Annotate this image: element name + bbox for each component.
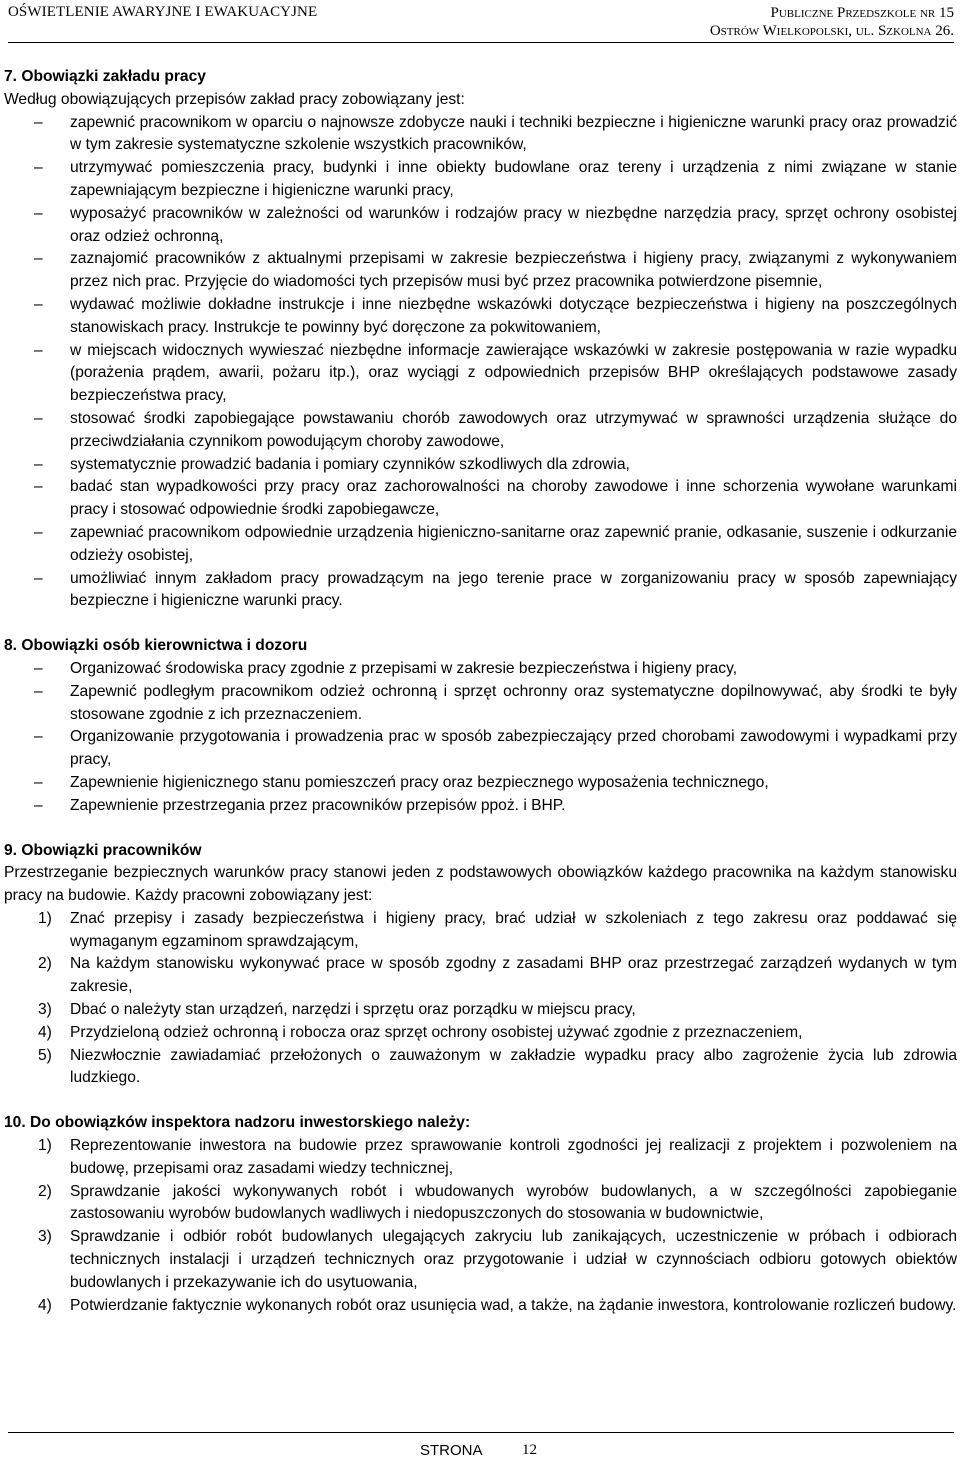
page-header xyxy=(8,0,954,43)
list-number: 3) xyxy=(38,1228,52,1246)
list-item: 1) Reprezentowanie inwestora na budowie przez sprawowanie kontroli zgodności jej realizacji z projektem i pozwoleniem na budowę, przepisami oraz zasadami wiedzy technicznej, xyxy=(38,1137,957,1177)
dash-bullet-icon: – xyxy=(34,569,43,587)
list-item: – zapewniać pracownikom odpowiednie urządzenia higieniczno-sanitarne oraz zapewnić pranie, odkasanie, suszenie i odkurzanie odzieży osobistej, xyxy=(34,523,957,564)
list-number: 1) xyxy=(38,1137,52,1155)
list-item: – zaznajomić pracowników z aktualnymi przepisami w zakresie bezpieczeństwa i higieny pracy, związanymi z wykonywaniem przez nich prac. Przyjęcie do wiadomości tych przepisów musi być przez pracownika potwierdzone pisemnie, xyxy=(34,250,957,291)
list-item: 5) Niezwłocznie zawiadamiać przełożonych o zauważonym w zakładzie wypadku pracy albo zagrożenie życia lub zdrowia ludzkiego. xyxy=(38,1046,957,1087)
dash-bullet-icon: – xyxy=(34,295,43,313)
section-10-heading: 10. Do obowiązków inspektora nadzoru inwestorskiego należy: xyxy=(4,1114,471,1132)
list-number: 4) xyxy=(38,1296,52,1314)
document-body xyxy=(4,66,957,1317)
list-item: 2) Sprawdzanie jakości wykonywanych robót i wbudowanych wyrobów budowlanych, a w szczególności zapobieganie zastosowaniu wyrobów budowlanych wadliwych i niedopuszczonych do stosowania w budownictwie, xyxy=(38,1182,957,1223)
dash-bullet-icon: – xyxy=(34,682,43,700)
dash-bullet-icon: – xyxy=(34,796,43,814)
list-item: – Zapewnić podległym pracownikom odzież ochronną i sprzęt ochronny oraz systematyczne dopilnowywać, aby środki te były stosowane zgodnie z ich przeznaczeniem. xyxy=(34,682,957,723)
page-label: STRONA xyxy=(420,1442,483,1459)
list-item: 4) Przydzieloną odzież ochronną i robocza oraz sprzęt ochrony osobistej używać zgodnie z przeznaczeniem, xyxy=(4,1022,957,1045)
dash-bullet-icon: – xyxy=(34,773,43,791)
footer-divider xyxy=(8,1432,954,1433)
list-item: 3) Sprawdzanie i odbiór robót budowlanych ulegających zakryciu lub zanikających, uczestniczenie w próbach i odbiorach technicznych instalacji i urządzeń technicznych oraz przygotowanie i udział w czynnościach odbioru gotowych obiektów budowlanych i przekazywanie ich do usytuowania, xyxy=(38,1228,957,1291)
dash-bullet-icon: – xyxy=(34,409,43,427)
list-item: – Zapewnienie higienicznego stanu pomieszczeń pracy oraz bezpiecznego wyposażenia technicznego, xyxy=(4,772,957,795)
dash-bullet-icon: – xyxy=(34,341,43,359)
list-number: 2) xyxy=(38,1182,52,1200)
list-item: – systematycznie prowadzić badania i pomiary czynników szkodliwych dla zdrowia, xyxy=(4,454,957,477)
list-number: 2) xyxy=(38,955,52,973)
list-item: – utrzymywać pomieszczenia pracy, budynki i inne obiekty budowlane oraz tereny i urządzenia z nimi związane w stanie zapewniającym bezpieczne i higieniczne warunki pracy, xyxy=(34,159,957,199)
section-7-intro: Według obowiązujących przepisów zakład pracy zobowiązany jest: xyxy=(4,90,465,108)
list-item: – badać stan wypadkowości przy pracy oraz zachorowalności na choroby zawodowe i inne schorzenia wywołane warunkami pracy i stosować odpowiednie środki zapobiegawcze, xyxy=(34,478,957,519)
section-8-heading: 8. Obowiązki osób kierownictwa i dozoru xyxy=(4,637,308,655)
list-item: 1) Znać przepisy i zasady bezpieczeństwa i higieny pracy, brać udział w szkoleniach z tego zakresu oraz poddawać się wymaganym egzaminom sprawdzającym, xyxy=(38,909,957,950)
list-item: 4) Potwierdzanie faktycznie wykonanych robót oraz usunięcia wad, a także, na żądanie inwestora, kontrolowanie rozliczeń budowy. xyxy=(4,1295,957,1318)
list-number: 3) xyxy=(38,1001,52,1019)
dash-bullet-icon: – xyxy=(34,659,43,677)
list-item: – stosować środki zapobiegające powstawaniu chorób zawodowych oraz utrzymywać w sprawności urządzenia służące do przeciwdziałania czynnikom powodującym choroby zawodowe, xyxy=(34,409,957,450)
dash-bullet-icon: – xyxy=(34,523,43,541)
dash-bullet-icon: – xyxy=(34,250,43,268)
dash-bullet-icon: – xyxy=(34,478,43,496)
dash-bullet-icon: – xyxy=(34,455,43,473)
list-item: – wyposażyć pracowników w zależności od warunków i rodzajów pracy w niezbędne narzędzia pracy, sprzęt ochrony osobistej oraz odzież ochronną, xyxy=(34,204,957,245)
list-item: – wydawać możliwie dokładne instrukcje i inne niezbędne wskazówki dotyczące bezpieczeństwa i higieny na poszczególnych stanowiskach pracy. Instrukcje te powinny być doręczone za pokwitowaniem, xyxy=(34,295,957,336)
dash-bullet-icon: – xyxy=(34,159,43,177)
list-item: – umożliwiać innym zakładom pracy prowadzącym na jego terenie prace w zorganizowaniu pracy w sposób zapewniający bezpieczne i higieniczne warunki pracy. xyxy=(34,569,957,610)
header-institution-address: Ostrów Wielkopolski, ul. Szkolna 26. xyxy=(709,23,954,39)
list-item: 2) Na każdym stanowisku wykonywać prace w sposób zgodny z zasadami BHP oraz przestrzegać zarządzeń wydanych w tym zakresie, xyxy=(38,955,957,996)
list-item: 3) Dbać o należyty stan urządzeń, narzędzi i sprzętu oraz porządku w miejscu pracy, xyxy=(4,999,957,1022)
header-institution xyxy=(710,4,954,40)
list-number: 1) xyxy=(38,909,52,927)
header-institution-name: Publiczne Przedszkole nr 15 xyxy=(770,5,954,21)
section-9-heading: 9. Obowiązki pracowników xyxy=(4,841,202,859)
section-7-heading: 7. Obowiązki zakładu pracy xyxy=(4,68,206,85)
section-7-list xyxy=(4,112,957,614)
list-item: – w miejscach widocznych wywieszać niezbędne informacje zawierające wskazówki w zakresie postępowania w razie wypadku (porażenia prądem, awarii, pożaru itp.), oraz wyciągi z odpowiednich przepisów BHP określających podstawowe zasady bezpieczeństwa pracy, xyxy=(34,341,957,405)
dash-bullet-icon: – xyxy=(34,728,43,746)
page-footer xyxy=(0,1432,960,1462)
section-9-list xyxy=(4,908,957,1090)
page-number: 12 xyxy=(522,1442,537,1458)
list-item: – Zapewnienie przestrzegania przez pracowników przepisów ppoż. i BHP. xyxy=(4,795,957,818)
list-item: – Organizować środowiska pracy zgodnie z przepisami w zakresie bezpieczeństwa i higieny pracy, xyxy=(4,658,957,681)
section-8-list xyxy=(4,658,957,818)
dash-bullet-icon: – xyxy=(34,113,43,131)
list-number: 4) xyxy=(38,1023,52,1041)
dash-bullet-icon: – xyxy=(34,204,43,222)
list-number: 5) xyxy=(38,1046,52,1064)
list-item: – zapewnić pracownikom w oparciu o najnowsze zdobycze nauki i techniki bezpieczne i higieniczne warunki pracy oraz prowadzić w tym zakresie systematyczne szkolenie wszystkich pracowników, xyxy=(34,113,957,154)
section-9-intro: Przestrzeganie bezpiecznych warunków pracy stanowi jeden z podstawowych obowiązków każdego pracownika na każdym stanowisku pracy na budowie. Każdy pracowni zobowiązany jest: xyxy=(4,864,957,905)
header-title: OŚWIETLENIE AWARYJNE I EWAKUACYJNE xyxy=(8,4,318,20)
list-item: – Organizowanie przygotowania i prowadzenia prac w sposób zabezpieczający przed chorobami zawodowymi i wypadkami przy pracy, xyxy=(34,728,957,769)
section-10-list xyxy=(4,1135,957,1317)
